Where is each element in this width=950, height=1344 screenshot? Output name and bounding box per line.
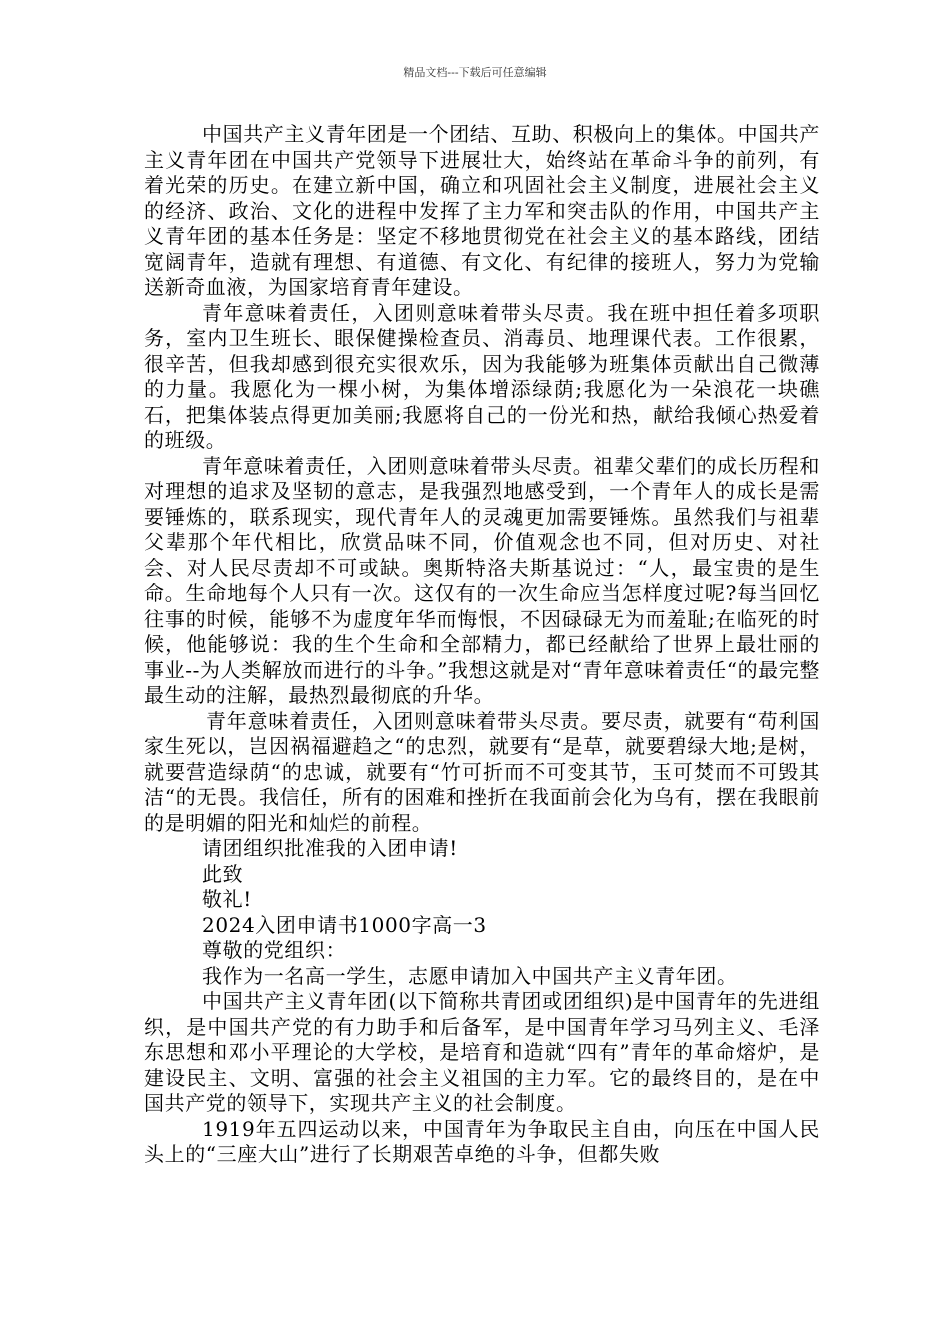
paragraph-league-intro: 中国共产主义青年团是一个团结、互助、积极向上的集体。中国共产主义青年团在中国共产党领导下进展壮大，始终站在革命斗争的前列，有着光荣的历史。在建立新中国，确立和巩固社会主义制度，进展社会主义的经济、政治、文化的进程中发挥了主力军和突击队的作用，中国共产主义青年团的基本任务是：坚定不移地贯彻党在社会主义的基本路线，团结宽阔青年，造就有理想、有道德、有文化、有纪律的接班人，努力为党输送新奇血液，为国家培育青年建设。 (144, 122, 820, 299)
paragraph-ancestors: 青年意味着责任，入团则意味着带头尽责。祖辈父辈们的成长历程和对理想的追求及坚韧的意志，是我强烈地感受到，一个青年人的成长是需要锤炼的，联系现实，现代青年人的灵魂更加需要锤炼。虽然我们与祖辈父辈那个年代相比，欣赏品味不同，价值观念也不同，但对历史、对社会、对人民尽责却不可或缺。奥斯特洛夫斯基说过：“人，最宝贵的是生命。生命地每个人只有一次。这仅有的一次生命应当怎样度过呢?每当回忆往事的时候，能够不为虚度年华而悔恨，不因碌碌无为而羞耻;在临死的时候，他能够说：我的生个生命和全部精力，都已经献给了世界上最壮丽的事业--为人类解放而进行的斗争。”我想这就是对“青年意味着责任“的最完整最生动的注解，最热烈最彻底的升华。 (144, 453, 820, 707)
paragraph-league-definition: 中国共产主义青年团(以下简称共青团或团组织)是中国青年的先进组织，是中国共产党的有力助手和后备军，是中国青年学习马列主义、毛泽东思想和邓小平理论的大学校，是培育和造就“四有”青年的革命熔炉，是建设民主、文明、富强的社会主义祖国的主力军。它的最终目的，是在中国共产党的领导下，实现共产主义的社会制度。 (144, 989, 820, 1115)
section-title: 2024入团申请书1000字高一3 (202, 912, 487, 937)
closing-cizhi: 此致 (202, 861, 244, 886)
paragraph-may-fourth: 1919年五四运动以来，中国青年为争取民主自由，向压在中国人民头上的“三座大山”进行了长期艰苦卓绝的斗争，但都失败 (144, 1116, 820, 1166)
request-approval-line: 请团组织批准我的入团申请! (202, 836, 458, 860)
closing-jingli: 敬礼! (202, 887, 252, 911)
paragraph-class-duties: 青年意味着责任，入团则意味着带头尽责。我在班中担任着多项职务，室内卫生班长、眼保健操检查员、消毒员、地理课代表。工作很累，很辛苦，但我却感到很充实很欢乐，因为我能够为班集体贡献出自己微薄的力量。我愿化为一棵小树，为集体增添绿荫;我愿化为一朵浪花一块礁石，把集体装点得更加美丽;我愿将自己的一份光和热，献给我倾心热爱着的班级。 (144, 300, 820, 452)
page-header: 精品文档---下载后可任意编辑 (403, 66, 547, 79)
salutation: 尊敬的党组织： (202, 938, 347, 962)
paragraph-responsibility: 青年意味着责任，入团则意味着带头尽责。要尽责，就要有“苟利国家生死以，岂因祸福避趋之“的忠烈，就要有“是草，就要碧绿大地;是树，就要营造绿荫“的忠诚，就要有“竹可折而不可变其节，玉可焚而不可毁其洁“的无畏。我信任，所有的困难和挫折在我面前会化为乌有，摆在我眼前的是明媚的阳光和灿烂的前程。 (144, 708, 820, 835)
application-statement: 我作为一名高一学生，志愿申请加入中国共产主义青年团。 (202, 963, 738, 988)
document-body (144, 122, 820, 1168)
